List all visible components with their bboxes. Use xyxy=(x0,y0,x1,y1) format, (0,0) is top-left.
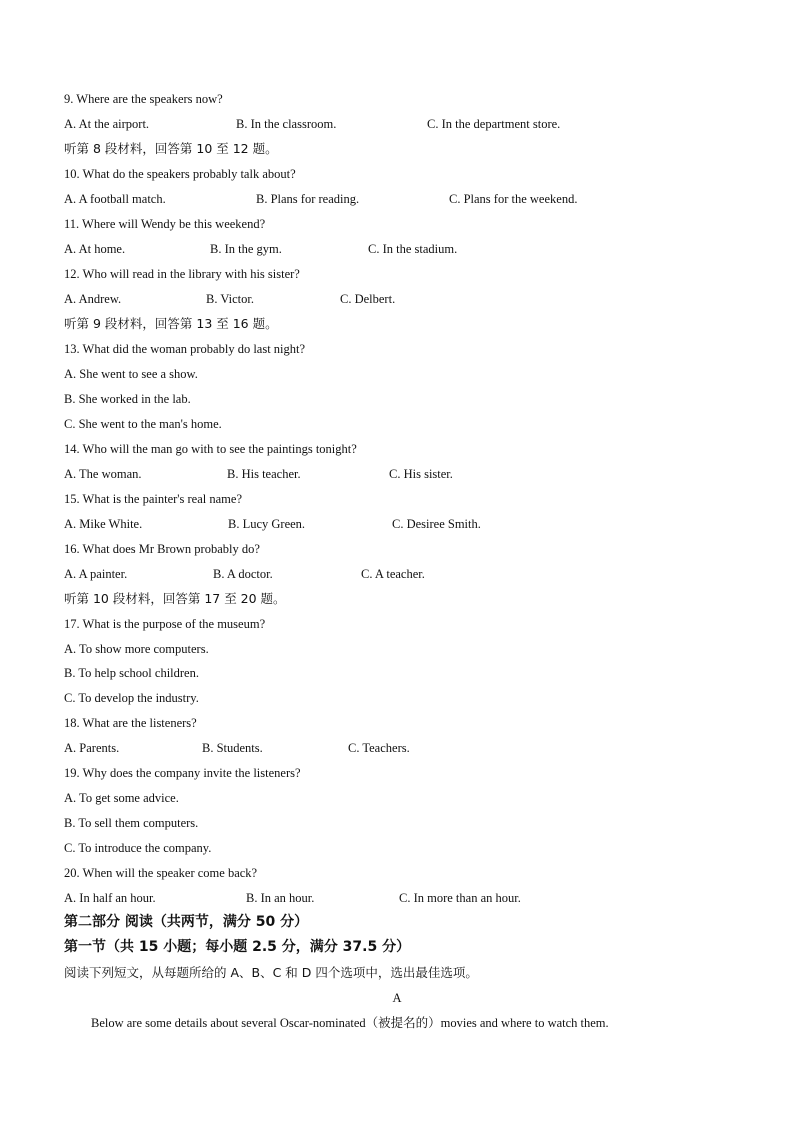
option-c: C. Desiree Smith. xyxy=(392,517,481,531)
option-c: C. In the department store. xyxy=(427,117,561,131)
question-13-stem: 13. What did the woman probably do last night? xyxy=(64,342,306,356)
option-b: B. In an hour. xyxy=(246,891,315,905)
option-a: A. The woman. xyxy=(64,467,142,481)
option-c: C. In more than an hour. xyxy=(399,891,521,905)
question-15-stem: 15. What is the painter's real name? xyxy=(64,492,242,506)
question-16-stem: 16. What does Mr Brown probably do? xyxy=(64,542,260,556)
option-a: A. Andrew. xyxy=(64,292,122,306)
option-c: C. Plans for the weekend. xyxy=(449,192,578,206)
question-13-option-a: A. She went to see a show. xyxy=(64,367,198,381)
question-18-stem: 18. What are the listeners? xyxy=(64,716,197,730)
option-a: A. In half an hour. xyxy=(64,891,156,905)
option-c: C. Delbert. xyxy=(340,292,396,306)
option-b: B. Lucy Green. xyxy=(228,517,306,531)
question-13-option-c: C. She went to the man's home. xyxy=(64,417,222,431)
option-c: C. A teacher. xyxy=(361,567,425,581)
question-19-stem: 19. Why does the company invite the listeners? xyxy=(64,766,301,780)
section-instruction-9: 听第 9 段材料，回答第 13 至 16 题。 xyxy=(64,316,278,331)
option-b: B. Victor. xyxy=(206,292,254,306)
section-1-title: 第一节（共 15 小题；每小题 2.5 分，满分 37.5 分） xyxy=(64,939,411,955)
question-11-stem: 11. Where will Wendy be this weekend? xyxy=(64,217,266,231)
passage-label: A xyxy=(392,991,402,1005)
option-b: B. A doctor. xyxy=(213,567,273,581)
section-instruction-8: 听第 8 段材料，回答第 10 至 12 题。 xyxy=(64,141,278,156)
question-19-option-c: C. To introduce the company. xyxy=(64,841,212,855)
option-c: C. In the stadium. xyxy=(368,242,458,256)
question-17-option-b: B. To help school children. xyxy=(64,666,199,680)
question-14-stem: 14. Who will the man go with to see the paintings tonight? xyxy=(64,442,357,456)
option-b: B. His teacher. xyxy=(227,467,301,481)
option-a: A. Mike White. xyxy=(64,517,143,531)
question-13-option-b: B. She worked in the lab. xyxy=(64,392,191,406)
question-20-stem: 20. When will the speaker come back? xyxy=(64,866,258,880)
option-a: A. Parents. xyxy=(64,741,120,755)
question-9-stem: 9. Where are the speakers now? xyxy=(64,92,223,106)
reading-instruction: 阅读下列短文，从每题所给的 A、B、C 和 D 四个选项中，选出最佳选项。 xyxy=(64,965,478,980)
option-b: B. In the gym. xyxy=(210,242,282,256)
option-b: B. Plans for reading. xyxy=(256,192,360,206)
section-instruction-10: 听第 10 段材料，回答第 17 至 20 题。 xyxy=(64,591,286,606)
option-c: C. His sister. xyxy=(389,467,453,481)
option-a: A. A football match. xyxy=(64,192,166,206)
option-b: B. In the classroom. xyxy=(236,117,337,131)
passage-intro: Below are some details about several Oscar-nominated（被提名的）movies and where to watch them. xyxy=(91,1016,609,1030)
option-b: B. Students. xyxy=(202,741,263,755)
part-2-title: 第二部分 阅读（共两节，满分 50 分） xyxy=(64,914,309,930)
question-17-option-c: C. To develop the industry. xyxy=(64,691,199,705)
option-a: A. At the airport. xyxy=(64,117,150,131)
question-12-stem: 12. Who will read in the library with his sister? xyxy=(64,267,300,281)
question-19-option-a: A. To get some advice. xyxy=(64,791,179,805)
question-17-option-a: A. To show more computers. xyxy=(64,642,209,656)
question-19-option-b: B. To sell them computers. xyxy=(64,816,199,830)
option-a: A. At home. xyxy=(64,242,126,256)
question-17-stem: 17. What is the purpose of the museum? xyxy=(64,617,266,631)
question-10-stem: 10. What do the speakers probably talk about? xyxy=(64,167,296,181)
option-c: C. Teachers. xyxy=(348,741,410,755)
option-a: A. A painter. xyxy=(64,567,128,581)
